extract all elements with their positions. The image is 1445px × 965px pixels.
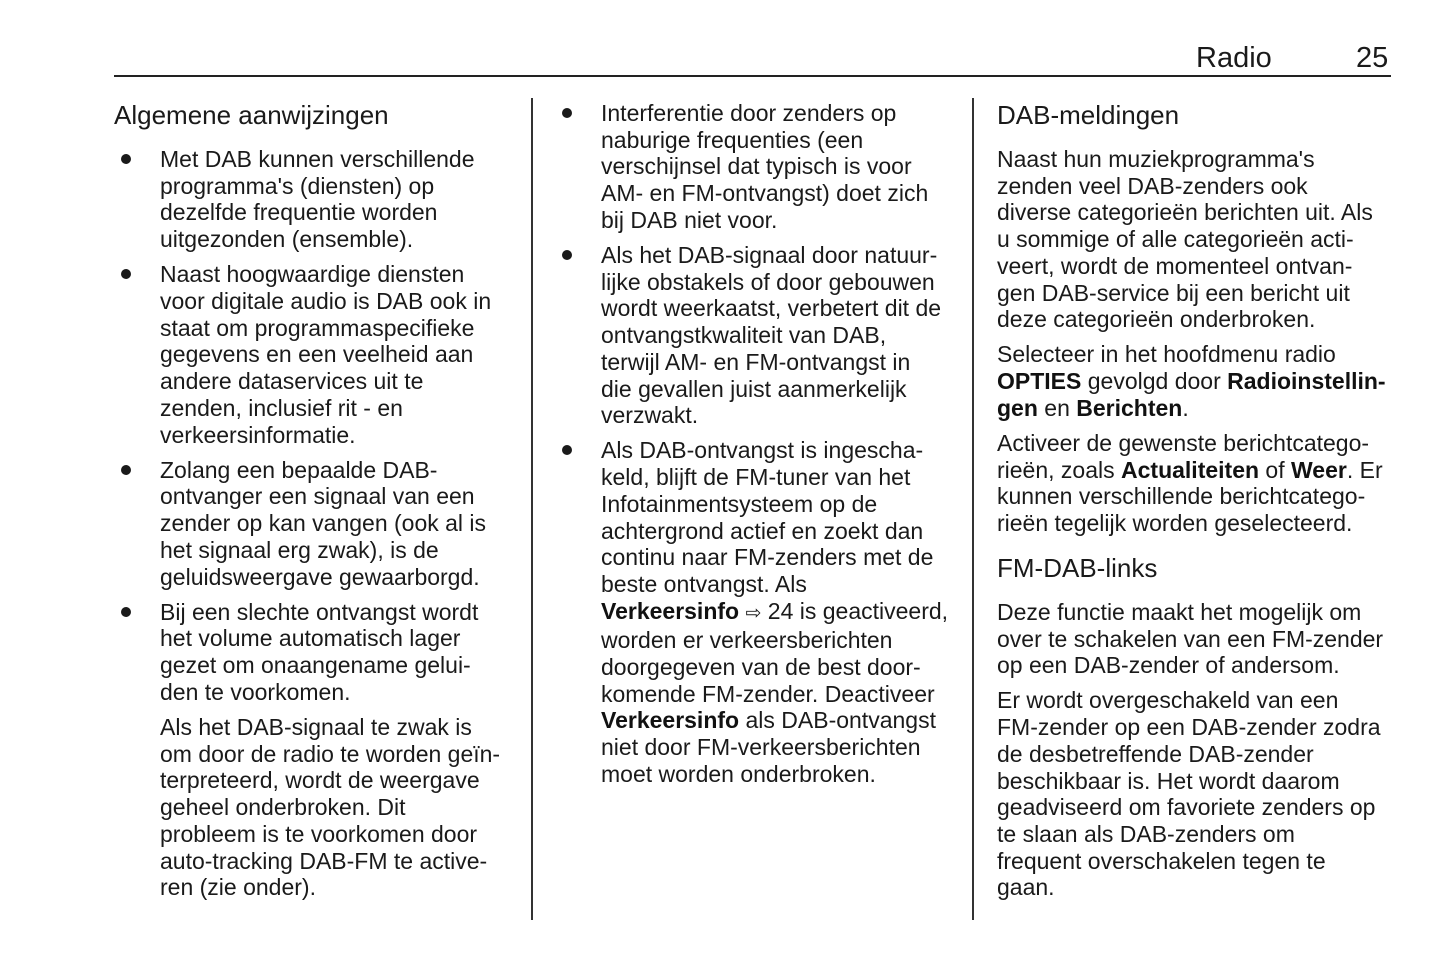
menu-term: Verkeersinfo — [601, 707, 740, 734]
text-segment: . — [1182, 394, 1189, 421]
column-2 — [555, 100, 965, 796]
text-line: diverse categorieën berichten uit. Als — [997, 199, 1373, 226]
text-line: zenden veel DAB-zenders ook — [997, 172, 1308, 199]
text-line: gegevens en een veelheid aan — [160, 341, 474, 368]
text-line: Als het DAB-signaal door natuur- — [601, 242, 938, 269]
bullet-item — [114, 261, 524, 448]
text-line: op een DAB-zender of andersom. — [997, 652, 1340, 679]
text-line: naburige frequenties (een — [601, 126, 864, 153]
text-line: gezet om onaangename gelui- — [160, 652, 471, 679]
text-line: continu naar FM-zenders met de — [601, 544, 934, 571]
text-line: andere dataservices uit te — [160, 368, 424, 395]
text-line: den te voorkomen. — [160, 678, 351, 705]
text-line: FM-DAB-links — [997, 552, 1158, 583]
text-line: wordt weerkaatst, verbetert dit de — [601, 295, 942, 322]
text-line: verzwakt. — [601, 402, 699, 429]
bullet-item — [555, 437, 965, 787]
text-line: het volume automatisch lager — [160, 625, 461, 652]
text-line: keld, blijft de FM-tuner van het — [601, 464, 911, 491]
bullet-icon — [121, 269, 131, 279]
text-segment: en — [1037, 394, 1077, 421]
text-line: terpreteerd, wordt de weergave — [160, 767, 480, 794]
bullet-item — [114, 599, 524, 706]
bullet-icon — [562, 250, 572, 260]
text-line: staat om programmaspecifieke — [160, 314, 475, 341]
text-line: moet worden onderbroken. — [601, 760, 876, 787]
text-line: geadviseerd om favoriete zenders op — [997, 794, 1376, 821]
text-line: kunnen verschillende berichtcatego- — [997, 483, 1366, 510]
text-segment: gevolgd door — [1081, 368, 1228, 395]
text-line: dezelfde frequentie worden — [160, 199, 438, 226]
text-line: voor digitale audio is DAB ook in — [160, 288, 492, 315]
text-line: terwijl AM- en FM-ontvangst in — [601, 348, 911, 375]
text-line: u sommige of alle categorieën acti- — [997, 226, 1354, 253]
paragraph — [997, 146, 1417, 333]
text-segment: 24 is geactiveerd, — [761, 597, 949, 624]
text-line: rieën tegelijk worden geselecteerd. — [997, 510, 1353, 537]
text-line: doorgegeven van de best door- — [601, 654, 921, 681]
text-line: beschikbaar is. Het wordt daarom — [997, 767, 1340, 794]
text-line: achtergrond actief en zoekt dan — [601, 517, 924, 544]
text-line: probleem is te voorkomen door — [160, 820, 478, 847]
indented-paragraph — [114, 714, 524, 901]
text-line: die gevallen juist aanmerkelijk — [601, 375, 907, 402]
text-line: deze categorieën onderbroken. — [997, 306, 1316, 333]
text-line: ontvangstkwaliteit van DAB, — [601, 322, 887, 349]
text-line: veert, wordt de momenteel ontvan- — [997, 252, 1353, 279]
text-line — [997, 368, 1417, 395]
paragraph — [997, 430, 1417, 537]
text-line: Zolang een bepaalde DAB- — [160, 456, 438, 483]
bullet-item — [114, 146, 524, 253]
text-line: ontvanger een signaal van een — [160, 483, 475, 510]
menu-term: Weer — [1291, 456, 1347, 483]
column-divider — [972, 98, 974, 920]
text-line: FM-zender op een DAB-zender zodra — [997, 714, 1381, 741]
text-line: AM- en FM-ontvangst) doet zich — [601, 180, 929, 207]
text-line: beste ontvangst. Als — [601, 570, 807, 597]
text-line — [997, 457, 1417, 484]
column-1 — [114, 100, 524, 909]
text-line: verschijnsel dat typisch is voor — [601, 153, 912, 180]
text-segment: . Er — [1346, 456, 1383, 483]
text-line: Infotainmentsysteem op de — [601, 490, 878, 517]
text-line: over te schakelen van een FM-zender — [997, 625, 1384, 652]
text-line — [601, 707, 965, 734]
text-line: gaan. — [997, 874, 1055, 901]
text-segment: als DAB-ontvangst — [739, 707, 936, 734]
text-line: Er wordt overgeschakeld van een — [997, 687, 1339, 714]
text-line: geheel onderbroken. Dit — [160, 794, 406, 821]
page-number: 25 — [1356, 42, 1389, 74]
text-line: Naast hoogwaardige diensten — [160, 261, 465, 288]
menu-term: OPTIES — [997, 368, 1082, 395]
text-line: verkeersinformatie. — [160, 421, 356, 448]
text-line: de desbetreffende DAB-zender — [997, 740, 1314, 767]
bullet-icon — [121, 465, 131, 475]
text-line: ren (zie onder). — [160, 874, 316, 901]
menu-term: Actualiteiten — [1121, 456, 1260, 483]
menu-term: Berichten — [1076, 394, 1183, 421]
text-line: zender op kan vangen (ook al is — [160, 510, 487, 537]
text-segment: of — [1259, 456, 1292, 483]
text-line — [997, 395, 1417, 422]
bullet-item — [114, 457, 524, 591]
text-line: Bij een slechte ontvangst wordt — [160, 598, 479, 625]
text-line: om door de radio te worden geïn- — [160, 740, 501, 767]
menu-term: Radioinstellin- — [1227, 368, 1386, 395]
text-line: Met DAB kunnen verschillende — [160, 146, 475, 172]
text-line: te slaan als DAB-zenders om — [997, 820, 1295, 847]
section-title: Radio — [1196, 42, 1272, 74]
text-line — [601, 598, 965, 628]
text-line: DAB-meldingen — [997, 100, 1180, 130]
text-line: Deze functie maakt het mogelijk om — [997, 598, 1362, 625]
bullet-icon — [121, 154, 131, 164]
paragraph — [997, 599, 1417, 679]
text-line: het signaal erg zwak), is de — [160, 536, 439, 563]
text-line: frequent overschakelen tegen te — [997, 847, 1326, 874]
text-line: zenden, inclusief rit - en — [160, 394, 403, 421]
paragraph — [997, 687, 1417, 901]
bullet-icon — [562, 445, 572, 455]
text-line: komende FM-zender. Deactiveer — [601, 680, 935, 707]
text-line: Selecteer in het hoofdmenu radio — [997, 341, 1336, 368]
text-line: programma's (diensten) op — [160, 172, 435, 199]
menu-term: Verkeersinfo — [601, 597, 740, 624]
bullet-item — [555, 100, 965, 234]
text-line: lijke obstakels of door gebouwen — [601, 268, 935, 295]
text-line: Algemene aanwijzingen — [114, 100, 389, 130]
text-segment: rieën, zoals — [997, 456, 1122, 483]
section-heading — [997, 100, 1417, 130]
bullet-icon — [121, 607, 131, 617]
text-line: worden er verkeersberichten — [601, 627, 893, 654]
bullet-icon — [562, 108, 572, 118]
text-line: niet door FM-verkeersberichten — [601, 734, 921, 761]
bullet-item — [555, 242, 965, 429]
text-line: uitgezonden (ensemble). — [160, 226, 414, 253]
text-line: Als DAB-ontvangst is ingescha- — [601, 437, 924, 464]
section-heading — [114, 100, 524, 130]
column-3 — [997, 100, 1417, 910]
text-line: gen DAB-service bij een bericht uit — [997, 279, 1350, 306]
text-line: bij DAB niet voor. — [601, 206, 778, 233]
text-line: Interferentie door zenders op — [601, 100, 897, 126]
column-divider — [531, 98, 533, 920]
page-reference-arrow-icon: ⇨ — [745, 602, 762, 624]
text-line: Als het DAB-signaal te zwak is — [160, 714, 472, 741]
header-rule — [114, 75, 1391, 77]
paragraph — [997, 341, 1417, 421]
menu-term: gen — [997, 394, 1038, 421]
text-line: auto-tracking DAB-FM te active- — [160, 847, 488, 874]
text-line: Activeer de gewenste berichtcatego- — [997, 430, 1370, 457]
section-heading — [997, 553, 1417, 583]
text-line: Naast hun muziekprogramma's — [997, 146, 1315, 172]
text-line: geluidsweergave gewaarborgd. — [160, 563, 480, 590]
